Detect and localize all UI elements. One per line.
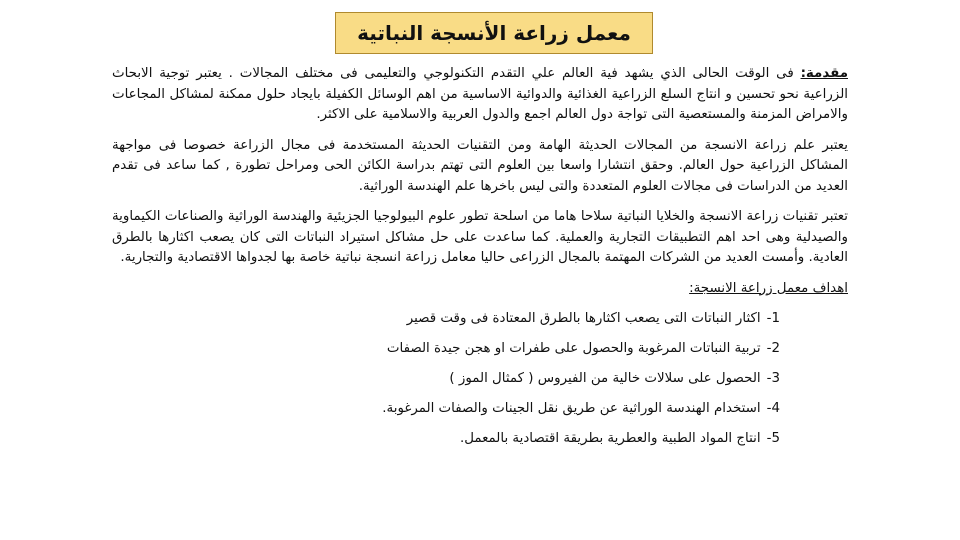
goal-number: 1- [766, 311, 780, 326]
goal-number: 2- [766, 341, 780, 356]
intro-text: فى الوقت الحالى الذي يشهد فية العالم علي التقدم التكنولوجي والتعليمى فى مختلف المجالات . يعتبر توجية الابحاث الزراعية نحو تحسين و انتاج السلع الزراعية الغذائية والدوائية الاساسية من اهم الوسائل الكفيلة بايجاد حلول ممكنة لمشاكل المجاعات والامراض المزمنة والمستعصية التى تواجة دول العالم اجمع والدول العربية والاسلامية على الاكثر. [112, 66, 848, 122]
paragraph-3: تعتبر تقنيات زراعة الانسجة والخلايا النباتية سلاحا هاما من اسلحة تطور علوم البيولوجيا الجزيئية والهندسة الوراثية والصناعات الكيماوية والصيدلية وهى احد اهم التطبيقات التجارية والعملية. كما ساعدت على حل مشاكل استيراد النباتات التى كان يصعب اكثارها بالطرق العادية. وأمست العديد من الشركات المهتمة بالمجال الزراعى حاليا معامل زراعة انسجة نباتية خاصة بها لجدواها الاقتصادية والتجارية. [112, 209, 848, 265]
goal-item [112, 309, 848, 329]
paragraph-2: يعتبر علم زراعة الانسجة من المجالات الحديثة الهامة ومن التقنيات الحديثة المستخدمة فى مجال الزراعة خصوصا فى مواجهة المشاكل الزراعية حول العالم. وحقق انتشارا واسعا بين العلوم التى تهتم بدراسة الكائن الحى ومراحل تطورة , كما ساعد فى تقدم العديد من الدراسات فى مجالات العلوم المتعددة والتى ليس باخرها علم الهندسة الوراثية. [112, 137, 848, 194]
goal-item [112, 369, 848, 389]
goals-list [112, 309, 848, 449]
goal-text: انتاج المواد الطبية والعطرية بطريقة اقتصادية بالمعمل. [459, 431, 761, 446]
goal-text: تربية النباتات المرغوبة والحصول على طفرات او هجن جيدة الصفات [386, 341, 761, 356]
goal-item [112, 399, 848, 419]
goal-number: 4- [766, 401, 780, 416]
goal-item [112, 339, 848, 359]
goals-heading: اهداف معمل زراعة الانسجة: [689, 280, 848, 296]
goal-item [112, 429, 848, 449]
goal-text: اكثار النباتات التى يصعب اكثارها بالطرق المعتادة فى وقت قصير [406, 311, 761, 326]
page-title: معمل زراعة الأنسجة النباتية [335, 12, 653, 54]
document-body [112, 64, 848, 459]
goal-text: استخدام الهندسة الوراثية عن طريق نقل الجينات والصفات المرغوبة. [382, 401, 761, 416]
intro-label: مقدمة: [800, 66, 848, 81]
goal-number: 3- [766, 371, 780, 386]
goal-number: 5- [766, 431, 780, 446]
goal-text: الحصول على سلالات خالية من الفيروس ( كمثال الموز ) [449, 371, 761, 386]
intro-paragraph [112, 64, 848, 126]
